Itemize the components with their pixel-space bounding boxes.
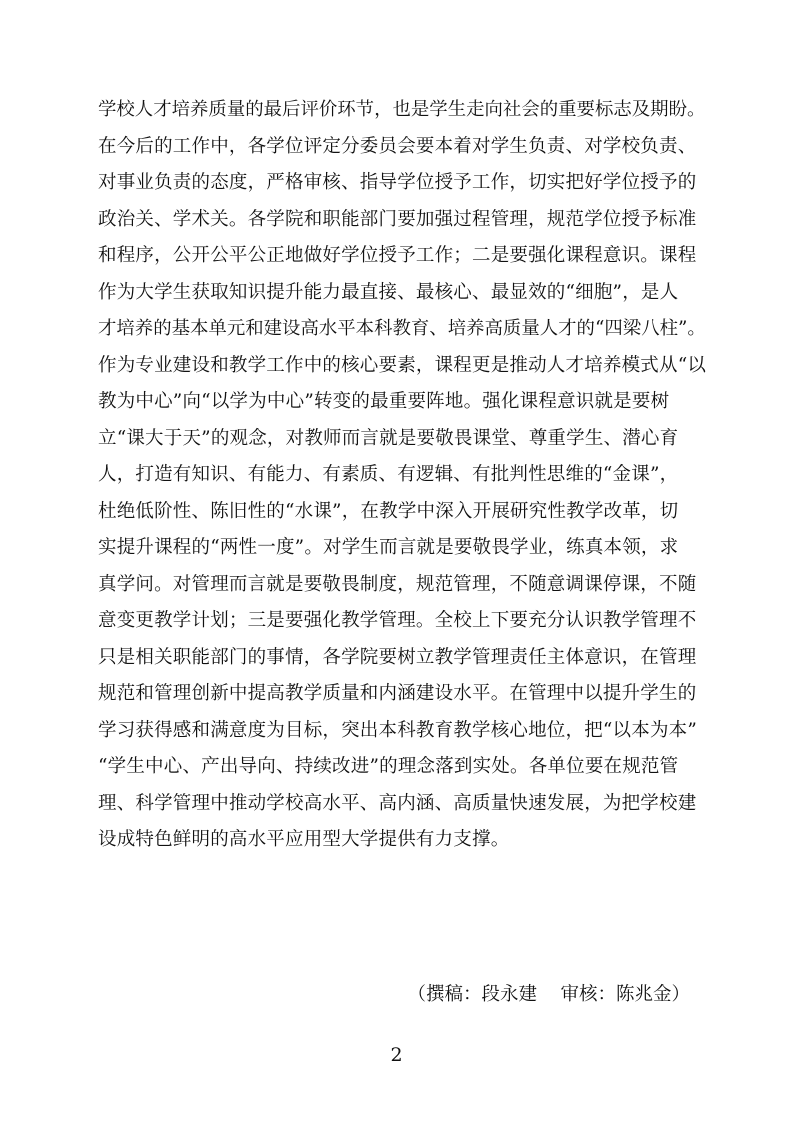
author-reviewer-signature: （撰稿：段永建 审核：陈兆金） — [407, 984, 690, 1005]
text-line: 规范和管理创新中提高教学质量和内涵建设水平。在管理中以提升学生的 — [98, 683, 697, 704]
text-line: 真学问。对管理而言就是要敬畏制度，规范管理，不随意调课停课，不随 — [98, 573, 697, 595]
text-line: “学生中心、产出导向、持续改进”的理念落到实处。各单位要在规范管 — [98, 756, 679, 777]
text-line: 和程序，公开公平公正地做好学位授予工作；二是要强化课程意识。课程 — [98, 245, 697, 266]
text-line: 作为大学生获取知识提升能力最直接、最核心、最显效的“细胞”，是人 — [98, 281, 679, 303]
text-line: 作为专业建设和教学工作中的核心要素，课程更是推动人才培养模式从“以 — [98, 354, 707, 376]
text-line: 在今后的工作中，各学位评定分委员会要本着对学生负责、对学校负责、 — [98, 135, 697, 157]
text-line: 立“课大于天”的观念，对教师而言就是要敬畏课堂、尊重学生、潜心育 — [98, 427, 679, 449]
text-line: 政治关、学术关。各学院和职能部门要加强过程管理，规范学位授予标准 — [98, 208, 697, 230]
text-line: 才培养的基本单元和建设高水平本科教育、培养高质量人才的“四梁八柱”。 — [98, 318, 706, 339]
text-line: 设成特色鲜明的高水平应用型大学提供有力支撑。 — [98, 829, 510, 850]
text-line: 只是相关职能部门的事情，各学院要树立教学管理责任主体意识，在管理 — [98, 646, 697, 668]
text-line: 意变更教学计划；三是要强化教学管理。全校上下要充分认识教学管理不 — [98, 610, 697, 631]
text-line: 教为中心”向“以学为中心”转变的最重要阵地。强化课程意识就是要树 — [98, 391, 670, 412]
text-line: 理、科学管理中推动学校高水平、高内涵、高质量快速发展，为把学校建 — [98, 792, 697, 814]
text-line: 学校人才培养质量的最后评价环节，也是学生走向社会的重要标志及期盼。 — [98, 99, 706, 120]
text-line: 人，打造有知识、有能力、有素质、有逻辑、有批判性思维的“金课”， — [98, 464, 679, 485]
body-text — [98, 92, 706, 859]
text-line: 学习获得感和满意度为目标，突出本科教育教学核心地位，把“以本为本” — [98, 719, 698, 741]
text-line: 对事业负责的态度，严格审核、指导学位授予工作，切实把好学位授予的 — [98, 172, 697, 193]
page-number: 2 — [390, 1044, 403, 1066]
text-line: 实提升课程的“两性一度”。对学生而言就是要敬畏学业，练真本领，求 — [98, 537, 679, 558]
text-line: 杜绝低阶性、陈旧性的“水课”，在教学中深入开展研究性教学改革，切 — [98, 500, 679, 522]
